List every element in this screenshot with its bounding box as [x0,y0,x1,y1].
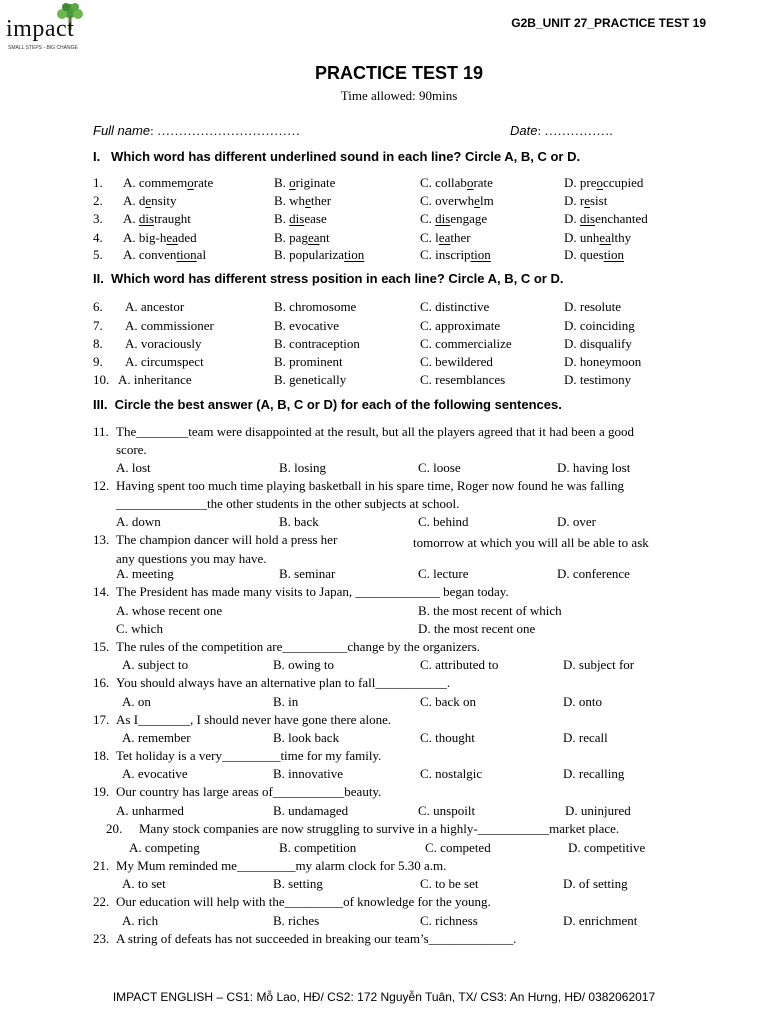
option-a[interactable]: A. remember [122,730,191,745]
option-a[interactable]: A. ancestor [125,299,185,314]
underlined-sound: o [596,175,603,190]
question-text: You should always have an alternative plan to fall___________. [116,675,451,690]
option-b[interactable]: B. genetically [274,372,347,387]
option-d[interactable]: D. of setting [563,876,628,891]
option-c[interactable]: C. distinctive [420,299,490,314]
underlined-sound: dis [289,211,305,226]
option-d[interactable]: D. resist [564,193,608,208]
option-d[interactable]: D. honeymoon [564,354,642,369]
question-text: Our country has large areas of___________beauty. [116,784,382,799]
option-b[interactable]: B. look back [273,730,340,745]
question-text: The President has made many visits to Japan, _____________ began today. [116,584,509,599]
option-d[interactable]: D. disqualify [564,336,632,351]
option-d[interactable]: D. competitive [568,840,646,855]
option-c[interactable]: C. commercialize [420,336,512,351]
option-a[interactable]: A. to set [122,876,166,891]
option-d[interactable]: D. conference [557,566,630,581]
date-label: Date [510,123,538,138]
underlined-sound: e [584,193,590,208]
logo-tagline: SMALL STEPS - BIG CHANGE [8,45,78,51]
underlined-sound: o [289,175,296,190]
question-number: 8. [93,336,103,351]
question-number: 7. [93,318,103,333]
question-number: 2. [93,193,103,208]
question-number: 22. [93,894,110,909]
section-2-heading: II. Which word has different stress position in each line? Circle A, B, C or D. [93,271,564,286]
option-c[interactable]: C. bewildered [420,354,493,369]
question-text: score. [116,442,147,457]
option-d[interactable]: D. enrichment [563,913,638,928]
option-b[interactable]: B. chromosome [274,299,357,314]
option-a[interactable]: A. down [116,514,161,529]
question-number: 11. [93,424,109,439]
question-number: 3. [93,211,103,226]
time-allowed: Time allowed: 90mins [340,88,458,103]
option-a[interactable]: A. commissioner [125,318,214,333]
option-a[interactable]: A. competing [129,840,200,855]
option-d[interactable]: D. question [564,247,624,262]
option-d[interactable]: D. unhealthy [564,230,632,245]
question-number: 20. [106,821,123,836]
option-b[interactable]: B. riches [273,913,320,928]
date-field[interactable] [510,123,613,139]
question-text: A string of defeats has not succeeded in breaking our team’s_____________. [116,931,517,946]
option-d[interactable]: D. subject for [563,657,635,672]
option-c[interactable]: C. to be set [420,876,479,891]
option-a[interactable]: A. circumspect [125,354,204,369]
question-text: Tet holiday is a very_________time for my family. [116,748,382,763]
option-d[interactable]: D. the most recent one [418,621,536,636]
option-d[interactable]: D. having lost [557,460,631,475]
option-a[interactable]: A. on [122,694,151,709]
underlined-sound: e [305,193,311,208]
underlined-sound: e [145,193,152,208]
underlined-sound: ea [166,230,178,245]
option-a[interactable]: A. evocative [122,766,188,781]
question-number: 16. [93,675,110,690]
question-text: Many stock companies are now struggling to survive in a highly-___________market place. [139,821,620,836]
option-b[interactable]: B. back [279,514,319,529]
question-number: 6. [93,299,103,314]
option-c[interactable]: C. which [116,621,163,636]
underlined-sound: tion [470,247,491,262]
question-text: The rules of the competition are__________change by the organizers. [116,639,481,654]
underlined-sound: dis [435,211,451,226]
question-number: 14. [93,584,110,599]
question-number: 10. [93,372,110,387]
question-text: The________team were disappointed at the result, but all the players agreed that it had been a good [116,424,635,439]
doc-code: G2B_UNIT 27_PRACTICE TEST 19 [511,16,706,30]
footer: IMPACT ENGLISH – CS1: Mỗ Lao, HĐ/ CS2: 172 Nguyễn Tuân, TX/ CS3: An Hưng, HĐ/ 0382062017 [112,990,656,1004]
option-b[interactable]: B. prominent [274,354,343,369]
option-c[interactable]: C. inscription [420,247,491,262]
option-c[interactable]: C. lecture [418,566,469,581]
option-d[interactable]: D. onto [563,694,602,709]
section-1-heading: I. Which word has different underlined sound in each line? Circle A, B, C or D. [93,149,581,164]
option-d[interactable]: D. testimony [564,372,632,387]
underlined-sound: dis [138,211,155,226]
question-number: 9. [93,354,103,369]
option-b[interactable]: B. owing to [273,657,335,672]
option-d[interactable]: D. resolute [564,299,622,314]
underlined-sound: tion [176,247,197,262]
question-text: The champion dancer will hold a press her [116,532,338,547]
option-c[interactable]: C. nostalgic [420,766,483,781]
option-b[interactable]: B. innovative [273,766,344,781]
question-number: 19. [93,784,110,799]
question-number: 1. [93,175,103,190]
underlined-sound: ea [307,230,320,245]
option-d[interactable]: D. preoccupied [564,175,644,190]
option-c[interactable]: C. loose [418,460,461,475]
underlined-sound: o [187,175,194,190]
option-a[interactable]: A. lost [116,460,151,475]
option-b[interactable]: B. the most recent of which [418,603,562,618]
underlined-sound: e [474,193,480,208]
option-c[interactable]: C. leather [420,230,471,245]
option-a[interactable]: A. conventional [123,247,207,262]
option-c[interactable]: C. back on [420,694,476,709]
option-a[interactable]: A. density [123,193,177,208]
option-c[interactable]: C. thought [420,730,475,745]
option-c[interactable]: C. competed [425,840,491,855]
option-a[interactable]: A. big-headed [123,230,197,245]
full-name-dots: : …………………………… [150,123,300,138]
option-c[interactable]: C. collaborate [420,175,493,190]
option-c[interactable]: C. resemblances [420,372,506,387]
option-d[interactable]: D. recalling [563,766,625,781]
impact-logo [4,2,88,54]
option-d[interactable]: D. coinciding [564,318,635,333]
question-text: any questions you may have. [116,551,267,566]
option-b[interactable]: B. in [273,694,299,709]
underlined-sound: o [466,175,474,190]
option-d[interactable]: D. disenchanted [564,211,648,226]
option-b[interactable]: B. seminar [279,566,336,581]
option-b[interactable]: B. evocative [274,318,339,333]
underlined-sound: ea [438,230,451,245]
option-a[interactable]: A. voraciously [125,336,202,351]
option-a[interactable]: A. inheritance [118,372,192,387]
section-3-heading: III. Circle the best answer (A, B, C or D) for each of the following sentences. [93,397,562,412]
question-text: tomorrow at which you will all be able to ask [413,535,649,550]
option-d[interactable]: D. recall [563,730,608,745]
question-number: 5. [93,247,103,262]
option-b[interactable]: B. setting [273,876,323,891]
option-b[interactable]: B. whether [274,193,332,208]
option-a[interactable]: A. whose recent one [116,603,223,618]
option-b[interactable]: B. originate [274,175,336,190]
option-b[interactable]: B. contraception [274,336,360,351]
question-number: 12. [93,478,110,493]
option-b[interactable]: B. pageant [274,230,330,245]
option-c[interactable]: C. attributed to [420,657,499,672]
underlined-sound: dis [579,211,596,226]
full-name-label: Full name [93,123,151,138]
question-number: 21. [93,858,110,873]
question-text: As I________, I should never have gone there alone. [116,712,392,727]
question-text: My Mum reminded me_________my alarm clock for 5.30 a.m. [116,858,447,873]
page-title: PRACTICE TEST 19 [314,63,484,83]
underlined-sound: tion [344,247,365,262]
option-d[interactable]: D. over [557,514,596,529]
option-a[interactable]: A. unharmed [116,803,184,818]
option-b[interactable]: B. popularization [274,247,365,262]
option-a[interactable]: A. meeting [116,566,174,581]
underlined-sound: ea [599,230,611,245]
option-c[interactable]: C. overwhelm [420,193,494,208]
question-text: Our education will help with the_________of knowledge for the young. [116,894,491,909]
option-b[interactable]: B. losing [279,460,326,475]
underlined-sound: tion [603,247,624,262]
option-c[interactable]: C. approximate [420,318,501,333]
logo-word: impact [6,16,75,42]
full-name-field[interactable] [93,123,300,139]
question-number: 23. [93,931,110,946]
option-c[interactable]: C. behind [418,514,469,529]
option-a[interactable]: A. commemorate [123,175,214,190]
option-a[interactable]: A. distraught [123,211,191,226]
question-number: 4. [93,230,103,245]
option-b[interactable]: B. disease [274,211,327,226]
option-d[interactable]: D. uninjured [565,803,631,818]
question-number: 15. [93,639,110,654]
date-dots: : ……………. [537,123,613,138]
question-number: 18. [93,748,110,763]
question-number: 13. [93,532,110,547]
option-b[interactable]: B. undamaged [273,803,349,818]
option-a[interactable]: A. rich [122,913,159,928]
option-b[interactable]: B. competition [279,840,357,855]
question-text: ______________the other students in the other subjects at school. [116,496,460,511]
option-c[interactable]: C. unspoilt [418,803,476,818]
option-c[interactable]: C. disengage [420,211,488,226]
option-a[interactable]: A. subject to [122,657,189,672]
question-number: 17. [93,712,110,727]
option-c[interactable]: C. richness [420,913,478,928]
question-text: Having spent too much time playing basketball in his spare time, Roger now found he was falling [116,478,624,493]
